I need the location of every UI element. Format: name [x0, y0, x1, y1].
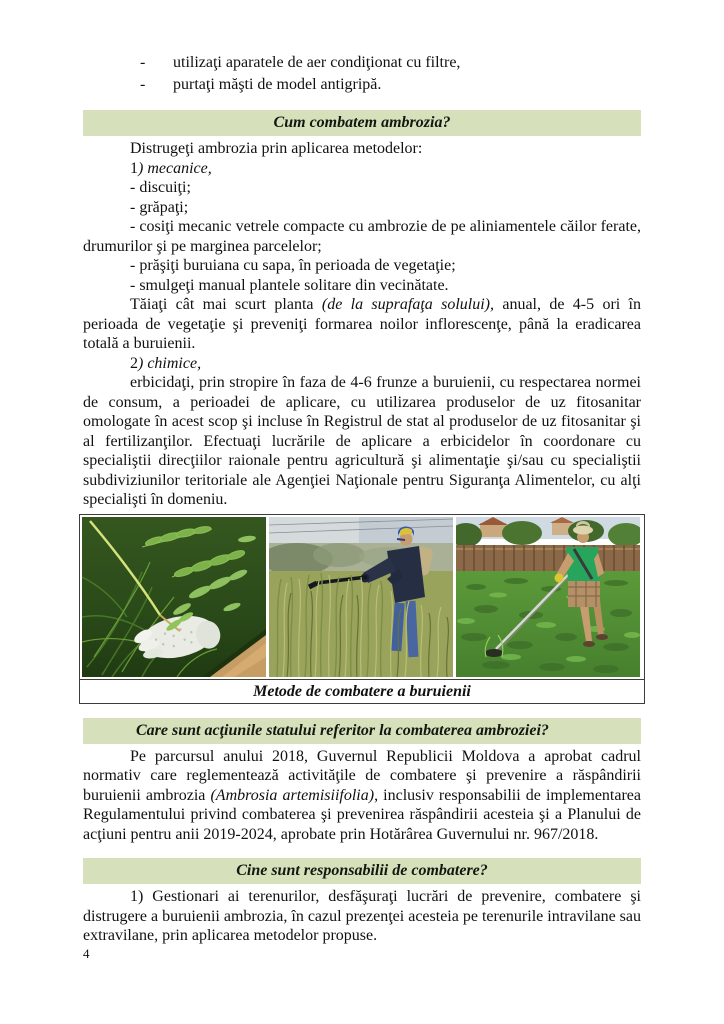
photo-backpack-sprayer	[269, 517, 453, 677]
figure-caption: Metode de combatere a buruienii	[80, 679, 644, 703]
para-mechanical-item: - discuiţi;	[130, 179, 191, 196]
list-item	[140, 74, 641, 96]
figure-combat-methods	[79, 514, 645, 704]
page-number: 4	[83, 945, 90, 961]
list-item	[140, 52, 641, 74]
para-method-chemical-label: 2) chimice,	[130, 354, 202, 372]
para-state-actions: Pe parcursul anului 2018, Guvernul Republicii Moldova a aprobat cadrul normativ care reglementează activităţile de combatere şi prevenire a răspândirii buruienii ambrozia (Ambrosia artemisiifolia), inclusiv responsabilii de implementarea Regulamentului privind combaterea şi prevenirea răspândirii acesteia şi a Planului de acţiuni pentru anii 2019-2024, aprobate prin Hotărârea Guvernului nr. 967/2018.	[83, 747, 642, 843]
para-mechanical-item: - grăpaţi;	[130, 198, 189, 216]
section-header-responsible: Cine sunt responsabilii de combatere?	[83, 858, 641, 884]
para-chemical: erbicidaţi, prin stropire în faza de 4-6 frunze a buruienii, cu respectarea normei de consum, a perioadei de aplicare, cu utilizarea produselor de uz fitosanitar omologate în acest scop şi incluse în Registrul de stat al produselor de uz fitosanitar şi al fertilizanţilor. Efectuaţi lucrările de aplicare a erbicidelor în coordonare cu specialiştii direcţiilor raionale pentru agricultură şi alimentaţie şi/sau cu specialiştii subdiviziunilor teritoriale ale Agenţiei Naţionale pentru Siguranţa Alimentelor, cu alţi specialişti în domeniu.	[83, 374, 641, 508]
section-header-how-to-combat: Cum combatem ambrozia?	[83, 110, 641, 136]
photo-string-trimmer	[456, 517, 640, 677]
page-content	[83, 0, 641, 961]
bullet-dash: -	[140, 54, 146, 71]
para-responsible: 1) Gestionari ai terenurilor, desfăşuraţi lucrări de prevenire, combatere şi distrugere a buruienii ambrozia, în cazul prezenţei acesteia pe terenurile intravilane sau extravilane, prin aplicarea metodelor propuse.	[83, 888, 641, 944]
section-header-state-actions: Care sunt acţiunile statului referitor la combaterea ambroziei?	[83, 718, 641, 744]
para-mechanical-item: - smulgeţi manual plantele solitare din vecinătate.	[130, 276, 449, 294]
para-cut-plant: Tăiaţi cât mai scurt planta (de la suprafaţa solului), anual, de 4-5 ori în perioada de vegetaţie şi preveniţi formarea noilor inflorescenţe, până la eradicarea totală a buruienii.	[83, 296, 642, 352]
para-mechanical-item: - prăşiţi buruiana cu sapa, în perioada de vegetaţie;	[130, 257, 456, 274]
list-item-text: utilizaţi aparatele de aer condiţionat cu filtre,	[173, 54, 461, 71]
photo-hand-pulling-ambrosia	[82, 517, 266, 677]
para-method-mechanical-label: 1) mecanice,	[130, 159, 212, 177]
bullet-dash: -	[140, 76, 146, 93]
photo-row	[80, 515, 644, 679]
para-mechanical-item: - cosiţi mecanic vetrele compacte cu ambrozie de pe aliniamentele căilor ferate, drumurilor şi pe marginea parcelelor;	[83, 218, 641, 255]
list-item-text: purtaţi măşti de model antigripă.	[173, 76, 382, 93]
precaution-bullet-list	[83, 52, 641, 96]
para-intro: Distrugeţi ambrozia prin aplicarea metodelor:	[130, 140, 423, 157]
